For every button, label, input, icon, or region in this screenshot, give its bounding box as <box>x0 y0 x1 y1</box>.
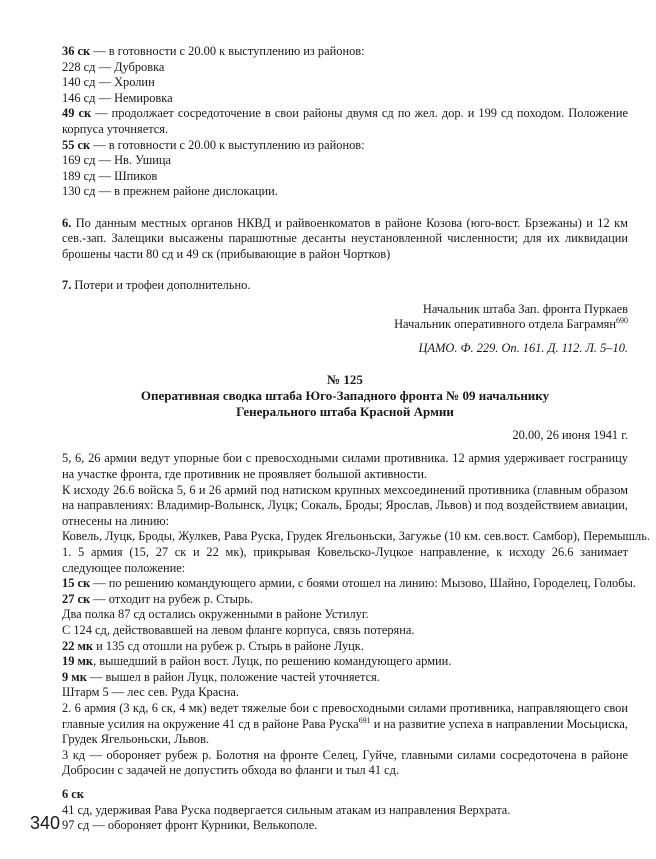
paragraph-7: 7. Потери и трофеи дополнительно. <box>62 277 251 292</box>
text-line: 189 сд — Шпиков <box>62 168 158 183</box>
text-line: 19 мк, вышедший в район вост. Луцк, по решению командующего армии. <box>62 654 452 669</box>
signature-chief-of-staff: Начальник штаба Зап. фронта Пуркаев <box>422 301 628 316</box>
text-line: 27 ск — отходит на рубеж р. Стырь. <box>62 591 253 606</box>
text-line: 97 сд — обороняет фронт Курники, Велькополе. <box>62 818 318 833</box>
paragraph-6: 6. По данным местных органов НКВД и райвоенкоматов в районе Козова (юго-вост. Брзежаны) и 12 км сев.-зап. Залещики высажены парашютные десанты неустановленной численности; для их ликвидации брошены части 80 сд и 49 ск (прибывающие в район Чортков) <box>62 215 628 261</box>
unit-label: 19 мк <box>62 654 94 669</box>
archive-reference: ЦАМО. Ф. 229. Оп. 161. Д. 112. Л. 5–10. <box>418 340 628 355</box>
unit-label: 22 мк <box>62 638 94 653</box>
text-line: 146 сд — Немировка <box>62 90 173 105</box>
paragraph: 1. 5 армия (15, 27 ск и 22 мк), прикрывая Ковельско-Луцкое направление, к исходу 26.6 занимает следующее положение: <box>62 545 628 575</box>
document-date: 20.00, 26 июня 1941 г. <box>512 427 628 442</box>
paragraph: 3 кд — обороняет рубеж р. Болотня на фронте Селец, Гуйче, главными силами сосредоточена в районе Добросин с задачей не допустить обхода во фланги и тыл 41 сд. <box>62 747 628 778</box>
text-line: Два полка 87 сд остались окруженными в районе Устилуг. <box>62 607 369 622</box>
text-line: 9 мк — вышел в район Луцк, положение частей уточняется. <box>62 669 380 684</box>
unit-label: 49 ск <box>62 106 92 121</box>
document-number: № 125 <box>327 372 363 388</box>
unit-label: 9 мк <box>62 669 87 684</box>
text-line: 55 ск — в готовности с 20.00 к выступлению из районов: <box>62 137 365 152</box>
paragraph: 2. 6 армия (3 кд, 6 ск, 4 мк) ведет тяжелые бои с превосходными силами противника, направляющего свои главные усилия на окружение 41 сд в районе Рава Руска$^{691}$ и на развитие успеха в направлении Мосьциска, Грудек Ягельоньски, Львов. <box>62 700 628 747</box>
text-line: 169 сд — Нв. Ушица <box>62 153 172 168</box>
text-line: С 124 сд, действовавшей на левом фланге корпуса, связь потеряна. <box>62 623 415 637</box>
paragraph: К исходу 26.6 войска 5, 6 и 26 армий под натиском крупных мехсоединений противника (главным образом на направлениях: Владимир-Волынск, Луцк; Сокаль, Броды; Ярослав, Львов) и под воздействием авиации, отнесены на линию: <box>62 482 628 528</box>
text-line: 130 сд — в прежнем районе дислокации. <box>62 184 278 199</box>
paragraph: 5, 6, 26 армии ведут упорные бои с превосходными силами противника. 12 армия удерживает госграницу на участке фронта, где противник не проявляет большой активности. <box>62 451 628 482</box>
text-line: 36 ск — в готовности с 20.00 к выступлению из районов: <box>62 44 365 58</box>
footnote-ref: 691 <box>358 715 371 725</box>
text-line: 41 сд, удерживая Рава Руска подвергается сильным атакам из направления Верхрата. <box>62 802 511 817</box>
document-title: Генерального штаба Красной Армии <box>236 403 454 419</box>
unit-label: 55 ск <box>62 137 91 152</box>
text-line: 140 сд — Хролин <box>62 75 155 90</box>
unit-label: 15 ск <box>62 576 91 591</box>
unit-label: 6 ск <box>62 786 84 801</box>
text-line <box>62 787 628 803</box>
footnote-ref: 690 <box>616 315 628 325</box>
unit-label: 36 ск <box>62 44 91 58</box>
text-line: 15 ск — по решению командующего армии, с боями отошел на линию: Мызово, Шайно, Городелец, Голобы. <box>62 576 636 591</box>
page-number: 340 <box>30 813 61 833</box>
text-line: 228 сд — Дубровка <box>62 59 165 74</box>
text-line: Ковель, Луцк, Броды, Жулкев, Рава Руска, Грудек Ягельоньски, Загужье (10 км. сев.вост. Самбор), Перемышль. <box>62 529 650 544</box>
signature-operations-head: Начальник оперативного отдела Баграмян$^{690}$ <box>394 315 628 332</box>
document-page <box>62 44 650 834</box>
text-line: 22 мк и 135 сд отошли на рубеж р. Стырь в районе Луцк. <box>62 638 364 653</box>
document-title: Оперативная сводка штаба Юго-Западного фронта № 09 начальнику <box>140 387 550 403</box>
text-line: Штарм 5 — лес сев. Руда Красна. <box>62 685 239 700</box>
paragraph: 49 ск — продолжает сосредоточение в свои районы двумя сд по жел. дор. и 199 сд походом. Положение корпуса уточняется. <box>62 106 628 136</box>
unit-label: 27 ск <box>62 591 91 606</box>
